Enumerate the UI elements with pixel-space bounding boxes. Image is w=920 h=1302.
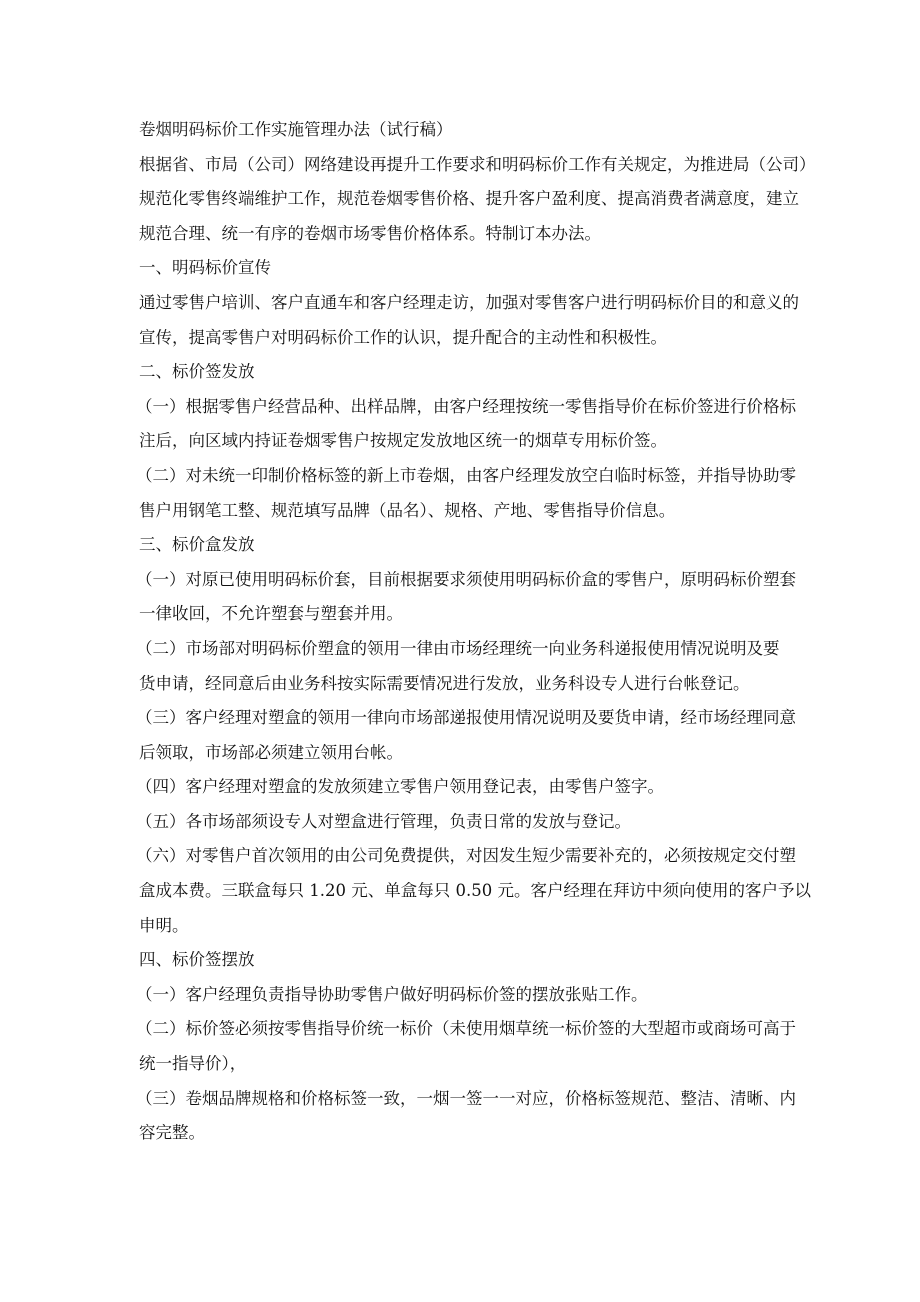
section-2-line: 注后，向区域内持证卷烟零售户按规定发放地区统一的烟草专用标价签。 (139, 431, 667, 451)
section-3-line: （一）对原已使用明码标价套，目前根据要求须使用明码标价盒的零售户，原明码标价塑套 (136, 569, 796, 589)
section-4-line: （三）卷烟品牌规格和价格标签一致，一烟一签一一对应，价格标签规范、整洁、清晰、内 (136, 1088, 796, 1108)
section-3-line: 一律收回，不允许塑套与塑套并用。 (139, 604, 403, 624)
intro-line-3: 规范合理、统一有序的卷烟市场零售价格体系。特制订本办法。 (139, 223, 601, 243)
section-3-line: （六）对零售户首次领用的由公司免费提供，对因发生短少需要补充的，必须按规定交付塑 (136, 846, 796, 866)
section-4-line: 容完整。 (139, 1123, 205, 1143)
section-3-line: （五）各市场部须设专人对塑盒进行管理，负责日常的发放与登记。 (136, 811, 631, 831)
section-3-line: （二）市场部对明码标价塑盒的领用一律由市场经理统一向业务科递报使用情况说明及要 (136, 638, 780, 658)
document-page (136, 113, 816, 1151)
section-2-line: （二）对未统一印制价格标签的新上市卷烟，由客户经理发放空白临时标签，并指导协助零 (136, 465, 796, 485)
section-3-line: （四）客户经理对塑盒的发放须建立零售户领用登记表，由零售户签字。 (136, 777, 664, 797)
intro-line-1: 根据省、市局（公司）网络建设再提升工作要求和明码标价工作有关规定，为推进局（公司） (139, 154, 816, 174)
section-1-line: 宣传，提高零售户对明码标价工作的认识，提升配合的主动性和积极性。 (139, 327, 667, 347)
section-1-heading: 一、明码标价宣传 (139, 258, 271, 278)
intro-line-2: 规范化零售终端维护工作，规范卷烟零售价格、提升客户盈利度、提高消费者满意度，建立 (139, 189, 799, 209)
section-2-line: 售户用钢笔工整、规范填写品牌（品名）、规格、产地、零售指导价信息。 (139, 500, 676, 520)
section-4-line: （二）标价签必须按零售指导价统一标价（未使用烟草统一标价签的大型超市或商场可高于 (136, 1019, 796, 1039)
section-3-line: 盒成本费。三联盒每只 1.20 元、单盒每只 0.50 元。客户经理在拜访中须向使用的客户予以 (139, 881, 811, 901)
section-3-heading: 三、标价盒发放 (139, 535, 255, 555)
section-3-line: 后领取，市场部必须建立领用台帐。 (139, 742, 403, 762)
section-3-line: 货申请，经同意后由业务科按实际需要情况进行发放，业务科设专人进行台帐登记。 (139, 673, 750, 693)
document-title: 卷烟明码标价工作实施管理办法（试行稿） (139, 120, 453, 139)
section-4-line: 统一指导价）， (139, 1054, 247, 1074)
section-3-line: 申明。 (139, 915, 189, 935)
section-1-line: 通过零售户培训、客户直通车和客户经理走访，加强对零售客户进行明码标价目的和意义的 (139, 292, 799, 312)
section-2-heading: 二、标价签发放 (139, 362, 255, 382)
section-2-line: （一）根据零售户经营品种、出样品牌，由客户经理按统一零售指导价在标价签进行价格标 (136, 396, 796, 416)
section-3-line: （三）客户经理对塑盒的领用一律向市场部递报使用情况说明及要货申请，经市场经理同意 (136, 708, 796, 728)
section-4-line: （一）客户经理负责指导协助零售户做好明码标价签的摆放张贴工作。 (136, 984, 648, 1004)
section-4-heading: 四、标价签摆放 (139, 950, 255, 970)
